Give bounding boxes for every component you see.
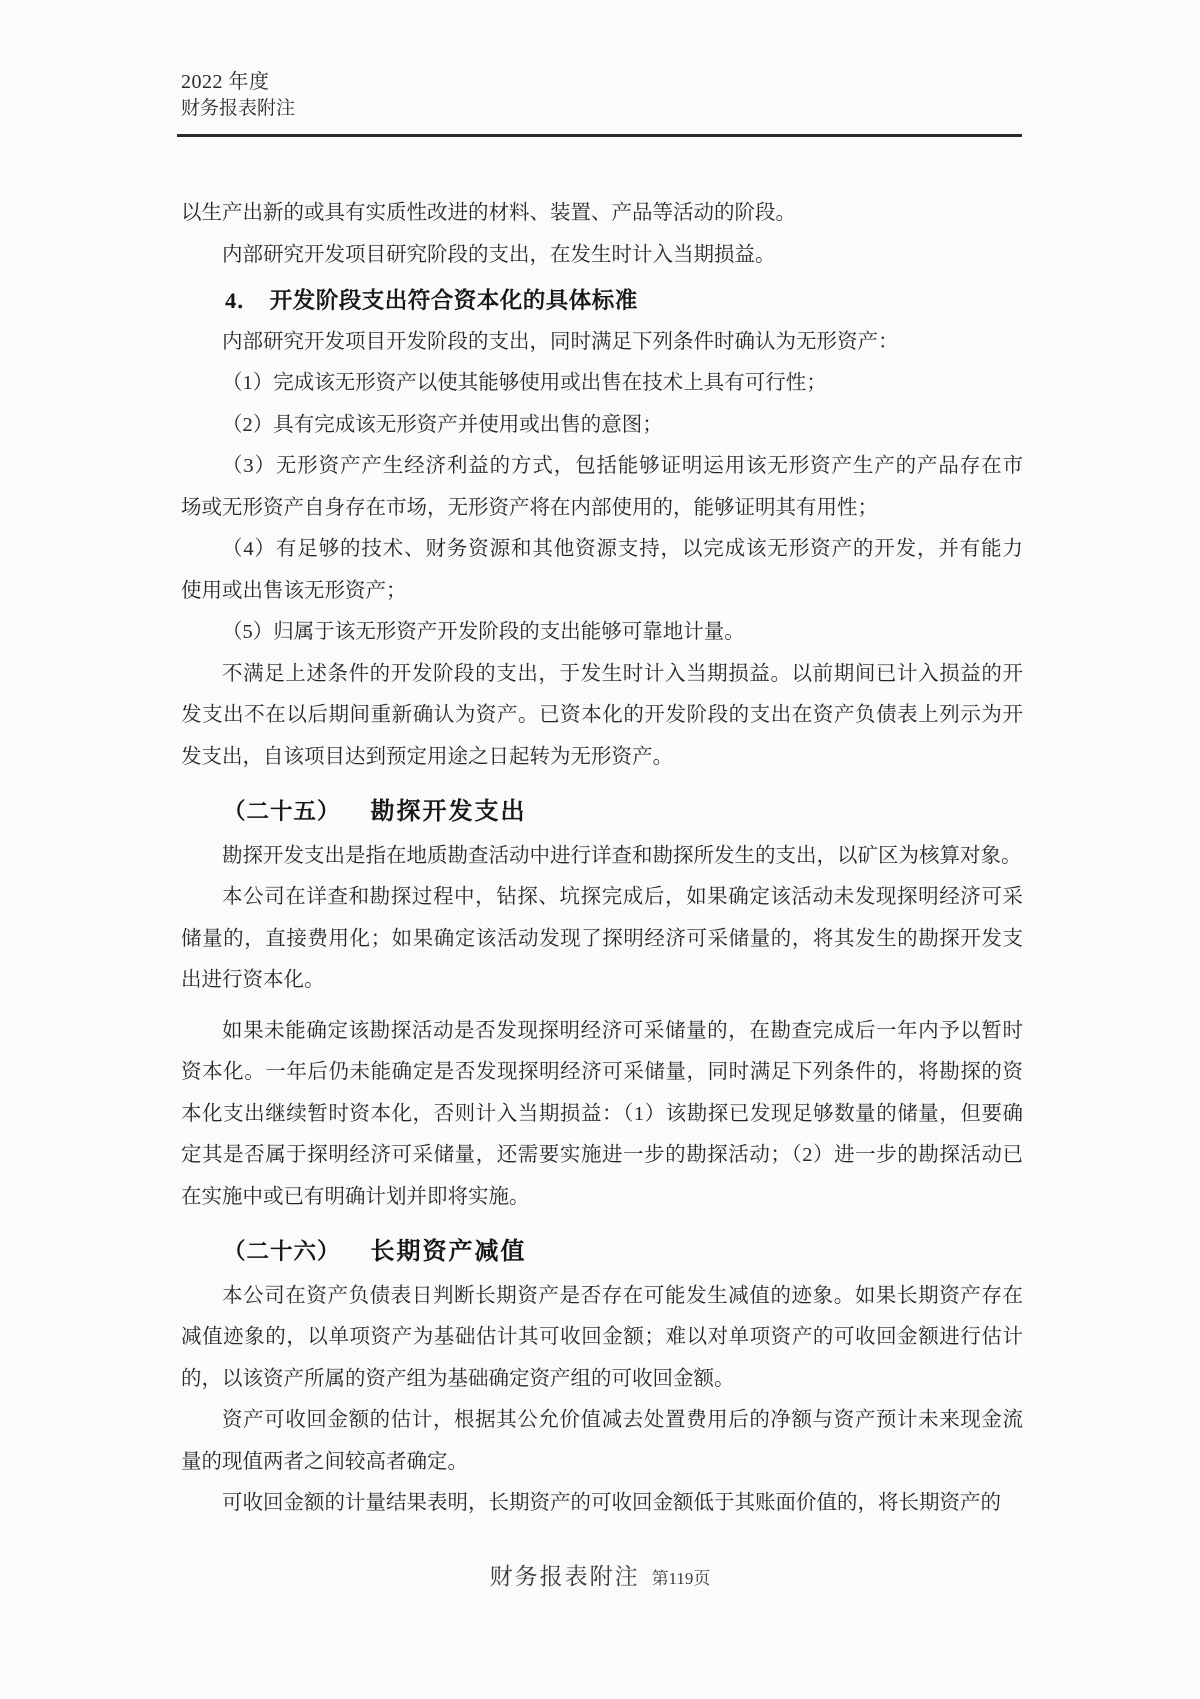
text-line: 内部研究开发项目研究阶段的支出，在发生时计入当期损益。	[222, 243, 776, 266]
paragraph	[181, 363, 1023, 405]
paragraph	[181, 1400, 1023, 1483]
footer-title: 财务报表附注	[489, 1564, 640, 1589]
paragraph	[181, 877, 1023, 1002]
paragraph	[181, 836, 1023, 878]
page-header	[181, 70, 295, 121]
text-line: 发支出不在以后期间重新确认为资产。已资本化的开发阶段的支出在资产负债表上列示为开	[181, 704, 1023, 726]
text-line: 使用或出售该无形资产；	[181, 579, 407, 602]
page-footer	[0, 1558, 1200, 1591]
paragraph	[181, 1011, 1023, 1219]
header-report-title: 财务报表附注	[181, 98, 296, 119]
header-rule	[177, 134, 1022, 137]
text-line: 本公司在资产负债表日判断长期资产是否存在可能发生减值的迹象。如果长期资产存在	[222, 1284, 1023, 1307]
paragraph	[181, 1483, 1023, 1525]
paragraph	[181, 1276, 1023, 1401]
sub-heading-title: 开发阶段支出符合资本化的具体标准	[269, 288, 638, 313]
text-line: 出进行资本化。	[181, 969, 325, 991]
text-line: 不满足上述条件的开发阶段的支出，于发生时计入当期损益。以前期间已计入损益的开	[222, 662, 1023, 685]
sub-heading-number: 4．	[225, 288, 260, 313]
paragraph	[181, 405, 1023, 447]
header-year: 2022 年度	[181, 71, 270, 93]
text-line: （4）有足够的技术、财务资源和其他资源支持，以完成该无形资产的开发，并有能力	[222, 538, 1023, 560]
section-number: （二十五）	[223, 799, 341, 824]
text-line: 减值迹象的，以单项资产为基础估计其可收回金额；难以对单项资产的可收回金额进行估计	[181, 1326, 1023, 1348]
text-line: 可收回金额的计量结果表明，长期资产的可收回金额低于其账面价值的，将长期资产的	[222, 1492, 1001, 1514]
text-line: 定其是否属于探明经济可采储量，还需要实施进一步的勘探活动；（2）进一步的勘探活动已	[181, 1144, 1023, 1166]
document-body	[181, 193, 1023, 1525]
paragraph	[181, 322, 1023, 364]
text-line: 发支出，自该项目达到预定用途之日起转为无形资产。	[181, 745, 673, 768]
section-heading-26	[181, 1231, 1023, 1275]
text-line: 量的现值两者之间较高者确定。	[181, 1450, 468, 1473]
sub-heading-4	[181, 280, 1023, 322]
section-title: 长期资产减值	[370, 1239, 527, 1265]
text-line: 资产可收回金额的估计，根据其公允价值减去处置费用后的净额与资产预计未来现金流	[222, 1409, 1023, 1431]
text-line: 场或无形资产自身存在市场，无形资产将在内部使用的，能够证明其有用性；	[181, 496, 878, 519]
paragraph	[181, 193, 1023, 235]
section-title: 勘探开发支出	[370, 799, 527, 825]
paragraph	[181, 235, 1023, 277]
section-number: （二十六）	[223, 1239, 341, 1264]
text-line: （5）归属于该无形资产开发阶段的支出能够可靠地计量。	[222, 621, 745, 643]
text-line: （3）无形资产产生经济利益的方式，包括能够证明运用该无形资产生产的产品存在市	[222, 455, 1023, 477]
paragraph	[181, 529, 1023, 612]
text-line: 资本化。一年后仍未能确定是否发现探明经济可采储量，同时满足下列条件的，将勘探的资	[181, 1061, 1023, 1083]
text-line: 内部研究开发项目开发阶段的支出，同时满足下列条件时确认为无形资产：	[222, 330, 899, 353]
text-line: （1）完成该无形资产以使其能够使用或出售在技术上具有可行性；	[222, 372, 827, 394]
text-line: 如果未能确定该勘探活动是否发现探明经济可采储量的，在勘查完成后一年内予以暂时	[222, 1019, 1023, 1042]
text-line: 本化支出继续暂时资本化，否则计入当期损益：（1）该勘探已发现足够数量的储量，但要确	[181, 1102, 1023, 1125]
section-heading-25	[181, 791, 1023, 835]
text-line: 储量的，直接费用化；如果确定该活动发现了探明经济可采储量的，将其发生的勘探开发支	[181, 927, 1023, 950]
paragraph	[181, 446, 1023, 529]
text-line: 勘探开发支出是指在地质勘查活动中进行详查和勘探所发生的支出，以矿区为核算对象。	[222, 844, 1022, 867]
footer-page-number: 第119页	[651, 1569, 711, 1588]
text-line: 以生产出新的或具有实质性改进的材料、装置、产品等活动的阶段。	[181, 202, 796, 224]
paragraph	[181, 654, 1023, 779]
text-line: （2）具有完成该无形资产并使用或出售的意图；	[222, 413, 663, 436]
text-line: 的，以该资产所属的资产组为基础确定资产组的可收回金额。	[181, 1367, 735, 1390]
text-line: 本公司在详查和勘探过程中，钻探、坑探完成后，如果确定该活动未发现探明经济可采	[222, 886, 1023, 908]
text-line: 在实施中或已有明确计划并即将实施。	[181, 1185, 530, 1208]
paragraph	[181, 612, 1023, 654]
